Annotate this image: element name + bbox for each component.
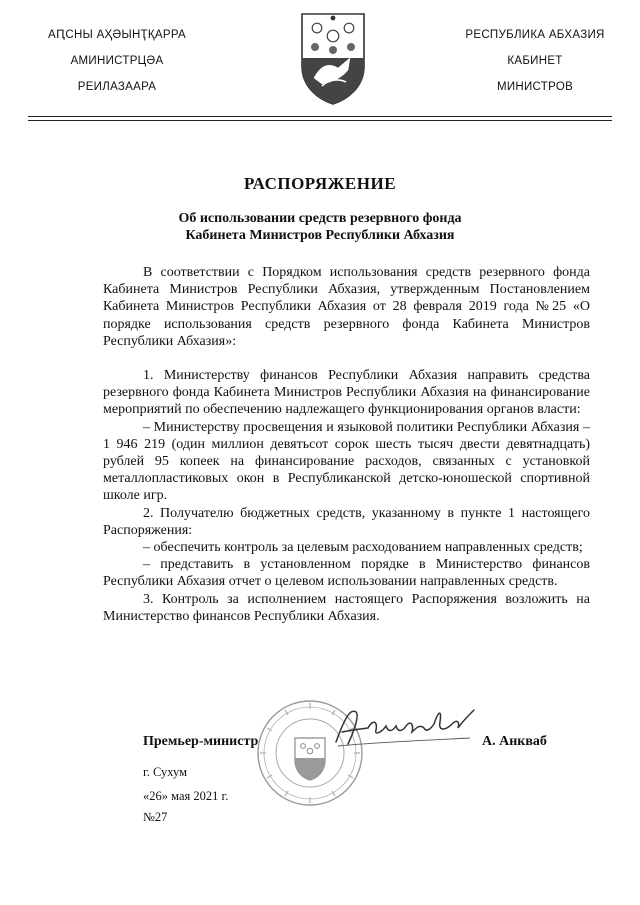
paragraph-item-1: 1. Министерству финансов Республики Абхазия направить средства резервного фонда Кабинета Министров Республики Абхазия на финансирование мероприятий по обеспечению надлежащего функционирования органов власти:	[103, 368, 590, 418]
header-divider-thin	[28, 120, 612, 121]
paragraph-item-2-sub-a: – обеспечить контроль за целевым расходованием направленных средств;	[143, 540, 583, 556]
signatory-name: А. Анкваб	[482, 734, 547, 749]
paragraph-item-2-sub-b: – представить в установленном порядке в Министерство финансов Республики Абхазия отчет о целевом использовании направленных средств.	[103, 557, 590, 590]
issue-date: «26» мая 2021 г.	[143, 789, 229, 803]
header-right-line-2: КАБИНЕТ	[507, 55, 563, 67]
header-russian	[440, 22, 630, 100]
paragraph-item-3: 3. Контроль за исполнением настоящего Распоряжения возложить на Министерство финансов Республики Абхазия.	[103, 591, 590, 624]
header-left-line-3: РЕИЛАЗААРА	[77, 81, 157, 93]
paragraph-item-2: 2. Получателю бюджетных средств, указанному в пункте 1 настоящего Распоряжения:	[103, 505, 590, 538]
signatory-role: Премьер-министр	[143, 734, 259, 749]
header-divider	[28, 116, 612, 117]
paragraph-item-1-sub: – Министерству просвещения и языковой политики Республики Абхазия – 1 946 219 (один миллион девятьсот сорок шесть тысяч двести девятнадцать) рублей 95 копеек на финансирование расходов, связанных с установкой металлопластиковых окон в Республиканской детско-юношеской спортивной школе игр.	[103, 419, 590, 504]
document-number: №27	[143, 810, 168, 824]
paragraph-preamble: В соответствии с Порядком использования средств резервного фонда Кабинета Министров Республики Абхазия, утвержденным Постановлением Кабинета Министров Республики Абхазия от 28 февраля 2019 года №25 «О порядке использования средств резервного фонда Кабинета Министров Республики Абхазия»:	[103, 265, 590, 349]
document-type: РАСПОРЯЖЕНИЕ	[243, 174, 397, 193]
document-subject	[100, 210, 540, 244]
subject-line-2: Кабинета Министров Республики Абхазия	[185, 228, 455, 243]
header-left-line-2: АМИНИСТРЦӘА	[70, 55, 164, 67]
state-emblem-icon	[298, 8, 368, 106]
document-body	[103, 264, 590, 625]
subject-line-1: Об использовании средств резервного фонда	[178, 211, 462, 226]
header-right-line-1: РЕСПУБЛИКА АБХАЗИЯ	[465, 29, 605, 41]
header-left-line-1: АԤСНЫ АҲӘЫНҬҚАРРА	[48, 29, 186, 41]
handwritten-signature-icon	[330, 702, 480, 752]
header-abkhaz	[22, 22, 212, 100]
header-right-line-3: МИНИСТРОВ	[496, 81, 574, 93]
issue-place: г. Сухум	[143, 765, 188, 779]
